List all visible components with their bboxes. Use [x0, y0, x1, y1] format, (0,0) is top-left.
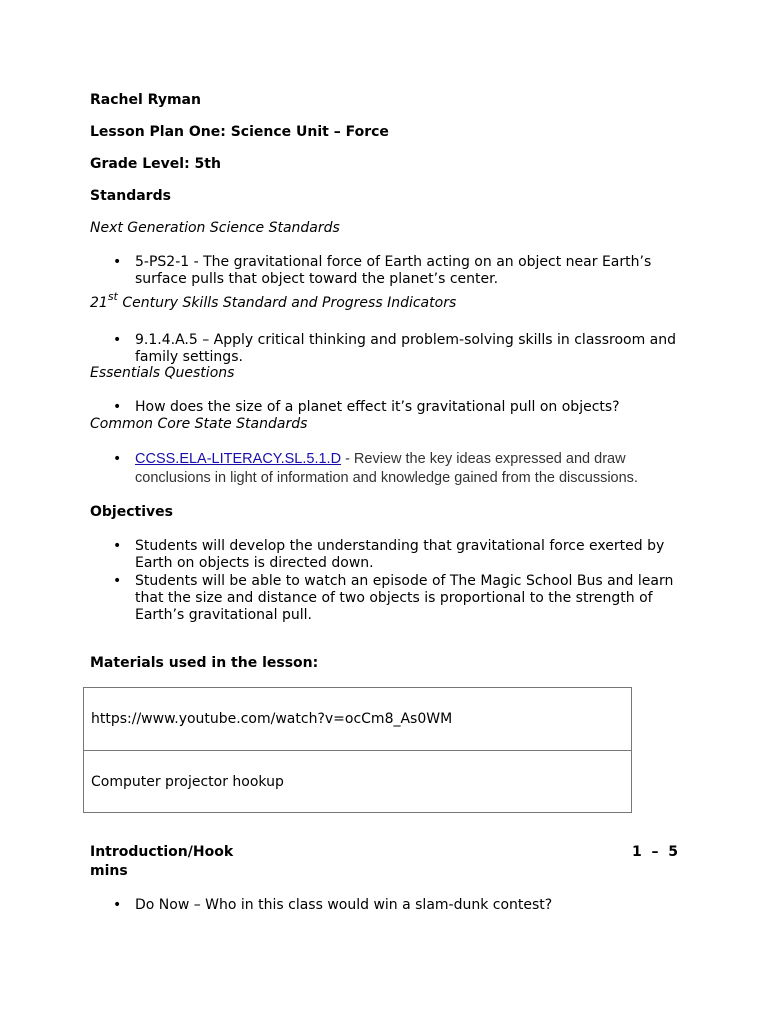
- list-item-line: surface pulls that object toward the planet’s center.: [135, 271, 499, 287]
- bullet: •: [113, 332, 122, 348]
- ccss-text-line-2: conclusions in light of information and knowledge gained from the discussions.: [135, 470, 638, 486]
- list-item: [135, 332, 676, 366]
- list-item-line: that the size and distance of two objects is proportional to the strength of: [135, 590, 653, 606]
- c21-heading-number: 21: [90, 295, 108, 311]
- table-row: [84, 688, 631, 750]
- ccss-heading: Common Core State Standards: [90, 416, 308, 432]
- ccss-link[interactable]: CCSS.ELA-LITERACY.SL.5.1.D: [135, 451, 342, 467]
- c21-heading-sup: st: [107, 290, 118, 303]
- list-item-line: Students will be able to watch an episode of The Magic School Bus and learn: [135, 573, 674, 589]
- objectives-heading: Objectives: [90, 504, 173, 520]
- ccss-text: - Review the key ideas expressed and draw: [341, 451, 626, 467]
- list-item: [135, 254, 651, 288]
- list-item-line: 5-PS2-1 - The gravitational force of Earth acting on an object near Earth’s: [135, 254, 652, 270]
- bullet: •: [113, 573, 122, 589]
- c21-heading: [90, 290, 456, 311]
- list-item: [135, 573, 673, 624]
- lesson-title: Lesson Plan One: Science Unit – Force: [90, 124, 389, 140]
- list-item-line: Earth on objects is directed down.: [135, 555, 374, 571]
- list-item-line: Students will develop the understanding that gravitational force exerted by: [135, 538, 665, 554]
- list-item-line: Earth’s gravitational pull.: [135, 607, 312, 623]
- materials-table: [83, 687, 632, 813]
- intro-time: 1 – 5: [632, 844, 678, 860]
- list-item: Do Now – Who in this class would win a slam-dunk contest?: [135, 897, 553, 913]
- c21-heading-text: Century Skills Standard and Progress Indicators: [117, 295, 457, 311]
- bullet: •: [113, 897, 122, 913]
- table-row: [84, 750, 631, 812]
- ccss-line-1: [135, 450, 638, 469]
- bullet: •: [113, 451, 122, 467]
- list-item: [135, 450, 638, 488]
- ngss-heading: Next Generation Science Standards: [90, 220, 340, 236]
- intro-time-unit: mins: [90, 863, 128, 879]
- list-item-line: 9.1.4.A.5 – Apply critical thinking and problem-solving skills in classroom and: [135, 332, 676, 348]
- bullet: •: [113, 254, 122, 270]
- list-item: [135, 538, 664, 572]
- intro-heading: Introduction/Hook: [90, 844, 234, 860]
- author-name: Rachel Ryman: [90, 92, 201, 108]
- standards-heading: Standards: [90, 188, 171, 204]
- bullet: •: [113, 399, 122, 415]
- table-cell: Computer projector hookup: [91, 773, 284, 790]
- essentials-heading: Essentials Questions: [90, 365, 235, 381]
- list-item-line: family settings.: [135, 349, 243, 365]
- grade-level: Grade Level: 5th: [90, 156, 221, 172]
- list-item: How does the size of a planet effect it’s gravitational pull on objects?: [135, 399, 620, 415]
- bullet: •: [113, 538, 122, 554]
- table-cell: https://www.youtube.com/watch?v=ocCm8_As0WM: [91, 711, 453, 727]
- materials-heading: Materials used in the lesson:: [90, 655, 319, 671]
